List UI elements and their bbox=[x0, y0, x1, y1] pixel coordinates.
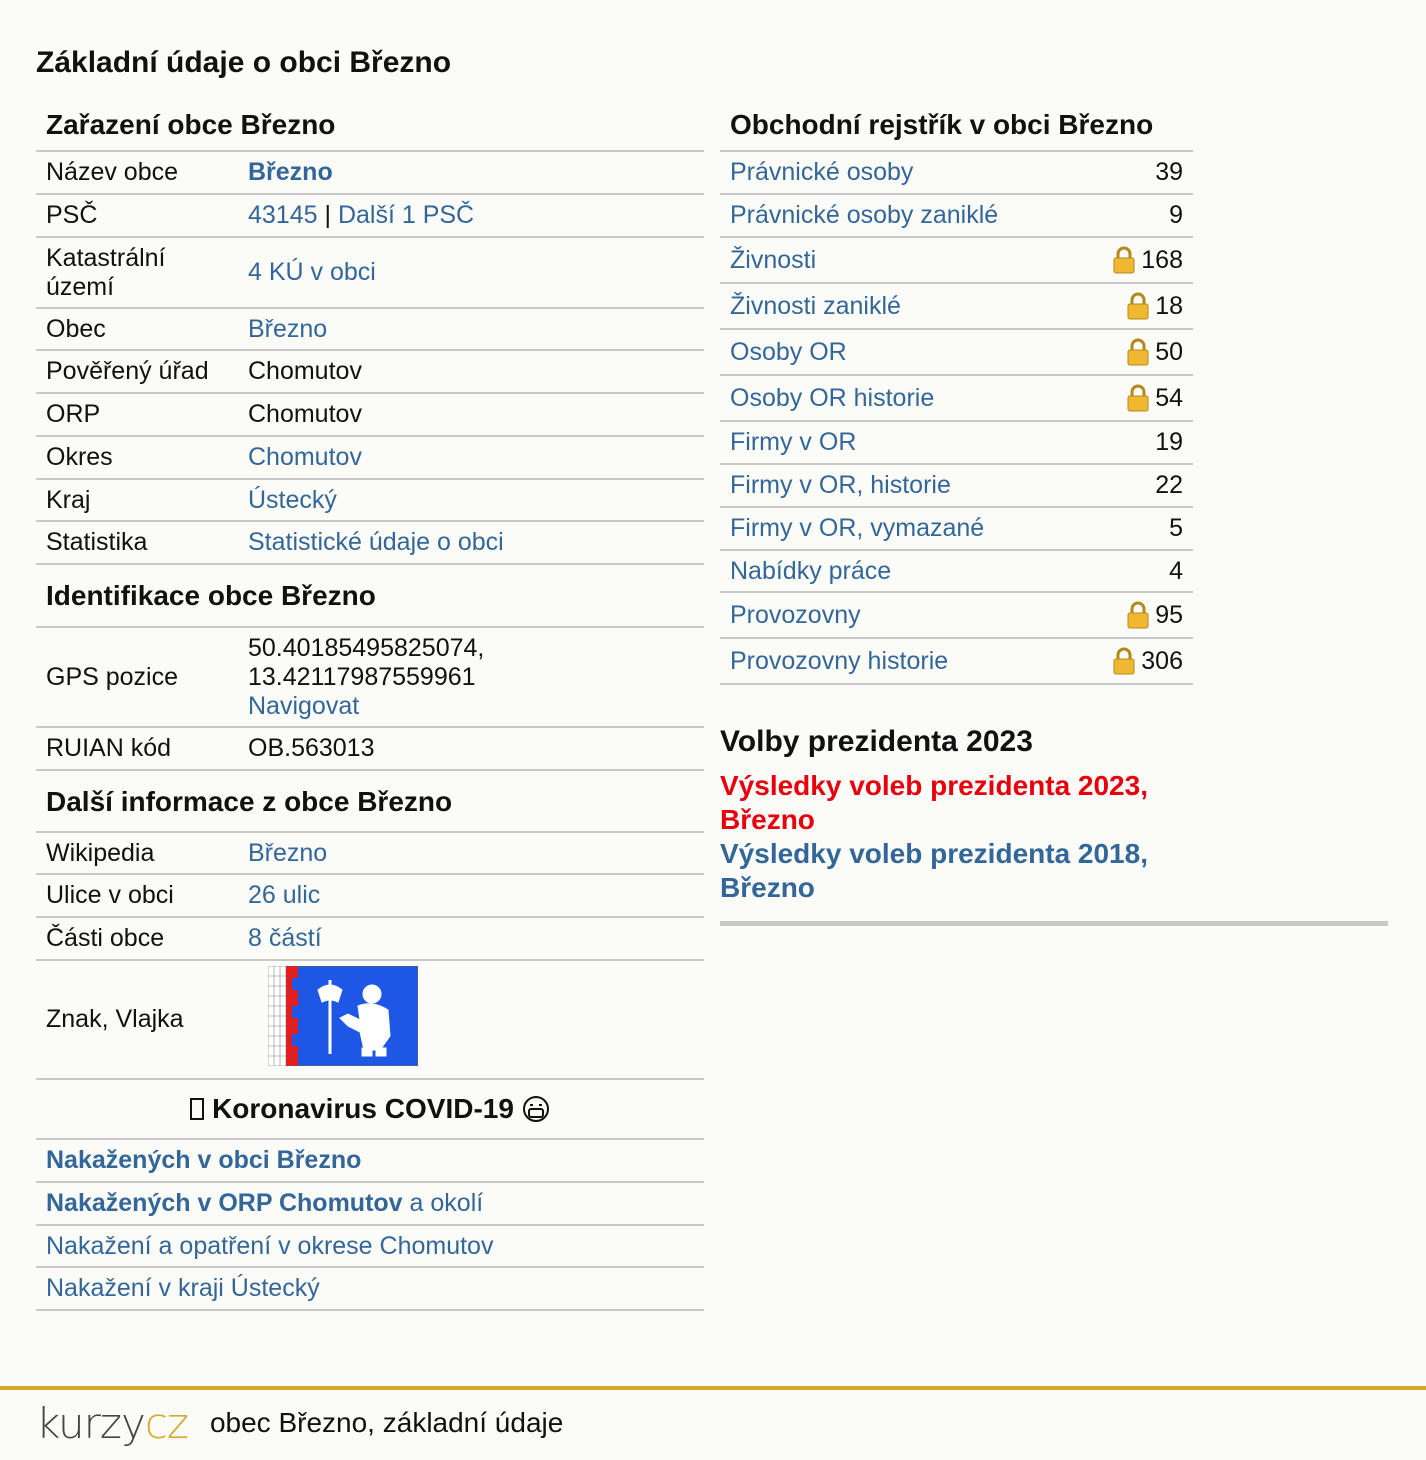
logo-part1: kurzy bbox=[36, 1398, 145, 1448]
volby-heading: Volby prezidenta 2023 bbox=[720, 725, 1033, 758]
rejstrik-count: 39 bbox=[1155, 158, 1183, 186]
rejstrik-row bbox=[720, 330, 1193, 376]
row-key: GPS pozice bbox=[46, 662, 179, 691]
rejstrik-link[interactable]: Firmy v OR, historie bbox=[730, 471, 951, 499]
flag-image[interactable] bbox=[268, 966, 418, 1066]
rejstrik-link[interactable]: Firmy v OR bbox=[730, 428, 857, 456]
dalsi-psc-link[interactable]: Další 1 PSČ bbox=[337, 201, 475, 229]
rejstrik-count-wrap bbox=[1127, 601, 1183, 630]
rejstrik-row bbox=[720, 639, 1193, 685]
rejstrik-row bbox=[720, 593, 1193, 639]
row-key: PSČ bbox=[46, 201, 98, 229]
rejstrik-count: 95 bbox=[1155, 600, 1183, 629]
kraj-link[interactable]: Ústecký bbox=[248, 485, 337, 514]
rejstrik-link[interactable]: Firmy v OR, vymazané bbox=[730, 514, 985, 542]
lock-icon[interactable] bbox=[1127, 384, 1149, 412]
ulice-link[interactable]: 26 ulic bbox=[248, 881, 321, 909]
footer bbox=[36, 1398, 563, 1448]
lock-icon[interactable] bbox=[1113, 246, 1135, 274]
covid-heading-text: Koronavirus COVID-19 bbox=[212, 1093, 514, 1124]
right-column bbox=[720, 100, 1193, 926]
gps-lon: 13.42117987559961 bbox=[248, 662, 476, 691]
nazev-obce-link[interactable]: Březno bbox=[248, 158, 333, 186]
row-key: Kraj bbox=[46, 485, 91, 514]
rejstrik-row bbox=[720, 152, 1193, 195]
identifikace-heading: Identifikace obce Březno bbox=[36, 565, 704, 628]
rejstrik-row bbox=[720, 238, 1193, 284]
katastralni-uzemi-link[interactable]: 4 KÚ v obci bbox=[248, 258, 376, 286]
row-ruian bbox=[36, 728, 704, 771]
lock-icon[interactable] bbox=[1127, 601, 1149, 629]
covid-orp-link[interactable]: Nakažených v ORP Chomutov bbox=[46, 1189, 403, 1217]
rejstrik-link[interactable]: Živnosti zaniklé bbox=[730, 291, 901, 320]
row-orp bbox=[36, 394, 704, 437]
row-povereny-urad bbox=[36, 351, 704, 394]
row-ulice bbox=[36, 875, 704, 918]
rejstrik-row bbox=[720, 508, 1193, 551]
psc-link[interactable]: 43145 bbox=[248, 201, 318, 229]
navigovat-link[interactable]: Navigovat bbox=[248, 691, 360, 720]
row-key: Obec bbox=[46, 314, 106, 343]
rejstrik-row bbox=[720, 284, 1193, 330]
covid-obec-link[interactable]: Nakažených v obci Březno bbox=[46, 1146, 362, 1174]
rejstrik-count-wrap bbox=[1155, 428, 1183, 457]
page-title: Základní údaje o obci Březno bbox=[36, 46, 452, 79]
rejstrik-count-wrap bbox=[1155, 471, 1183, 500]
rejstrik-link[interactable]: Živnosti bbox=[730, 245, 817, 274]
covid-okoli-link[interactable]: a okolí bbox=[409, 1189, 484, 1217]
psc-separator: | bbox=[324, 201, 331, 229]
row-wikipedia bbox=[36, 833, 704, 875]
rejstrik-row bbox=[720, 376, 1193, 422]
okres-link[interactable]: Chomutov bbox=[248, 443, 362, 471]
row-kraj bbox=[36, 480, 704, 522]
rejstrik-row bbox=[720, 465, 1193, 508]
row-okres bbox=[36, 437, 704, 480]
row-key: Pověřený úřad bbox=[46, 357, 209, 385]
row-znak-vlajka bbox=[36, 961, 704, 1080]
row-key: ORP bbox=[46, 400, 101, 428]
dalsi-heading: Další informace z obce Březno bbox=[36, 771, 704, 833]
row-key: RUIAN kód bbox=[46, 734, 172, 762]
row-nazev-obce bbox=[36, 152, 704, 195]
covid-heading bbox=[36, 1080, 704, 1140]
row-casti-obce bbox=[36, 918, 704, 961]
left-column bbox=[36, 100, 704, 1311]
rejstrik-list bbox=[720, 152, 1193, 685]
rejstrik-link[interactable]: Provozovny historie bbox=[730, 646, 949, 675]
covid-row-orp bbox=[36, 1183, 704, 1226]
row-psc bbox=[36, 195, 704, 238]
volby-2018-link[interactable]: Výsledky voleb prezidenta 2018, Březno bbox=[720, 838, 1148, 903]
povereny-urad-value: Chomutov bbox=[248, 357, 362, 385]
rejstrik-count: 19 bbox=[1155, 428, 1183, 456]
rejstrik-count: 9 bbox=[1169, 201, 1183, 229]
row-key: Znak, Vlajka bbox=[46, 1005, 184, 1033]
row-katastralni-uzemi bbox=[36, 238, 704, 309]
footer-divider bbox=[0, 1386, 1426, 1390]
covid-okres-link[interactable]: Nakažení a opatření v okrese Chomutov bbox=[46, 1231, 494, 1260]
row-key: Části obce bbox=[46, 924, 165, 952]
mask-face-icon bbox=[522, 1095, 550, 1123]
wikipedia-link[interactable]: Březno bbox=[248, 838, 328, 867]
casti-obce-link[interactable]: 8 částí bbox=[248, 924, 322, 952]
row-key: Ulice v obci bbox=[46, 881, 174, 909]
rejstrik-count-wrap bbox=[1127, 292, 1183, 321]
ruian-value: OB.563013 bbox=[248, 734, 375, 762]
rejstrik-link[interactable]: Právnické osoby zaniklé bbox=[730, 201, 999, 229]
lock-icon[interactable] bbox=[1113, 647, 1135, 675]
gps-lat: 50.40185495825074, bbox=[248, 633, 485, 662]
rejstrik-count-wrap bbox=[1127, 338, 1183, 367]
rejstrik-count-wrap bbox=[1169, 201, 1183, 230]
row-gps bbox=[36, 628, 704, 728]
row-key: Název obce bbox=[46, 158, 179, 186]
rejstrik-heading: Obchodní rejstřík v obci Březno bbox=[720, 100, 1193, 152]
rejstrik-link[interactable]: Osoby OR historie bbox=[730, 383, 935, 412]
row-statistika bbox=[36, 522, 704, 565]
rejstrik-row bbox=[720, 422, 1193, 465]
covid-kraj-link[interactable]: Nakažení v kraji Ústecký bbox=[46, 1274, 320, 1302]
lock-icon[interactable] bbox=[1127, 338, 1149, 366]
covid-row-okres bbox=[36, 1226, 704, 1268]
rejstrik-link[interactable]: Právnické osoby bbox=[730, 158, 914, 186]
rejstrik-link[interactable]: Provozovny bbox=[730, 600, 861, 629]
rejstrik-link[interactable]: Osoby OR bbox=[730, 337, 847, 366]
zarazeni-heading: Zařazení obce Březno bbox=[36, 100, 704, 152]
rejstrik-count-wrap bbox=[1113, 647, 1183, 676]
row-key: Katastrální území bbox=[46, 243, 166, 301]
rejstrik-count: 50 bbox=[1155, 337, 1183, 366]
lock-icon[interactable] bbox=[1127, 292, 1149, 320]
covid-row-kraj bbox=[36, 1268, 704, 1311]
row-key: Okres bbox=[46, 443, 113, 471]
logo-part2: cz bbox=[144, 1398, 188, 1448]
rejstrik-count: 22 bbox=[1155, 471, 1183, 499]
volby-section bbox=[720, 725, 1193, 926]
rejstrik-count-wrap bbox=[1155, 158, 1183, 187]
rejstrik-count-wrap bbox=[1127, 384, 1183, 413]
rejstrik-count-wrap bbox=[1169, 557, 1183, 586]
rejstrik-row bbox=[720, 551, 1193, 593]
rejstrik-count: 306 bbox=[1141, 646, 1183, 675]
covid-row-obec bbox=[36, 1140, 704, 1183]
rejstrik-count-wrap bbox=[1113, 246, 1183, 275]
rejstrik-count: 18 bbox=[1155, 291, 1183, 320]
rejstrik-count: 5 bbox=[1169, 514, 1183, 542]
row-key: Wikipedia bbox=[46, 838, 155, 867]
statistika-link[interactable]: Statistické údaje o obci bbox=[248, 528, 504, 556]
footer-text: obec Březno, základní údaje bbox=[209, 1407, 564, 1438]
rejstrik-count-wrap bbox=[1169, 514, 1183, 543]
rejstrik-link[interactable]: Nabídky práce bbox=[730, 556, 892, 585]
kurzy-logo[interactable] bbox=[36, 1399, 188, 1448]
rejstrik-count: 168 bbox=[1141, 245, 1183, 274]
rejstrik-row bbox=[720, 195, 1193, 238]
row-obec bbox=[36, 309, 704, 351]
volby-2023-link[interactable]: Výsledky voleb prezidenta 2023, Březno bbox=[720, 770, 1148, 835]
rejstrik-count: 54 bbox=[1155, 383, 1183, 412]
volby-divider bbox=[720, 921, 1388, 926]
obec-link[interactable]: Březno bbox=[248, 314, 328, 343]
row-key: Statistika bbox=[46, 528, 148, 556]
rejstrik-count: 4 bbox=[1169, 556, 1183, 585]
virus-icon bbox=[190, 1098, 204, 1120]
orp-value: Chomutov bbox=[248, 400, 362, 428]
